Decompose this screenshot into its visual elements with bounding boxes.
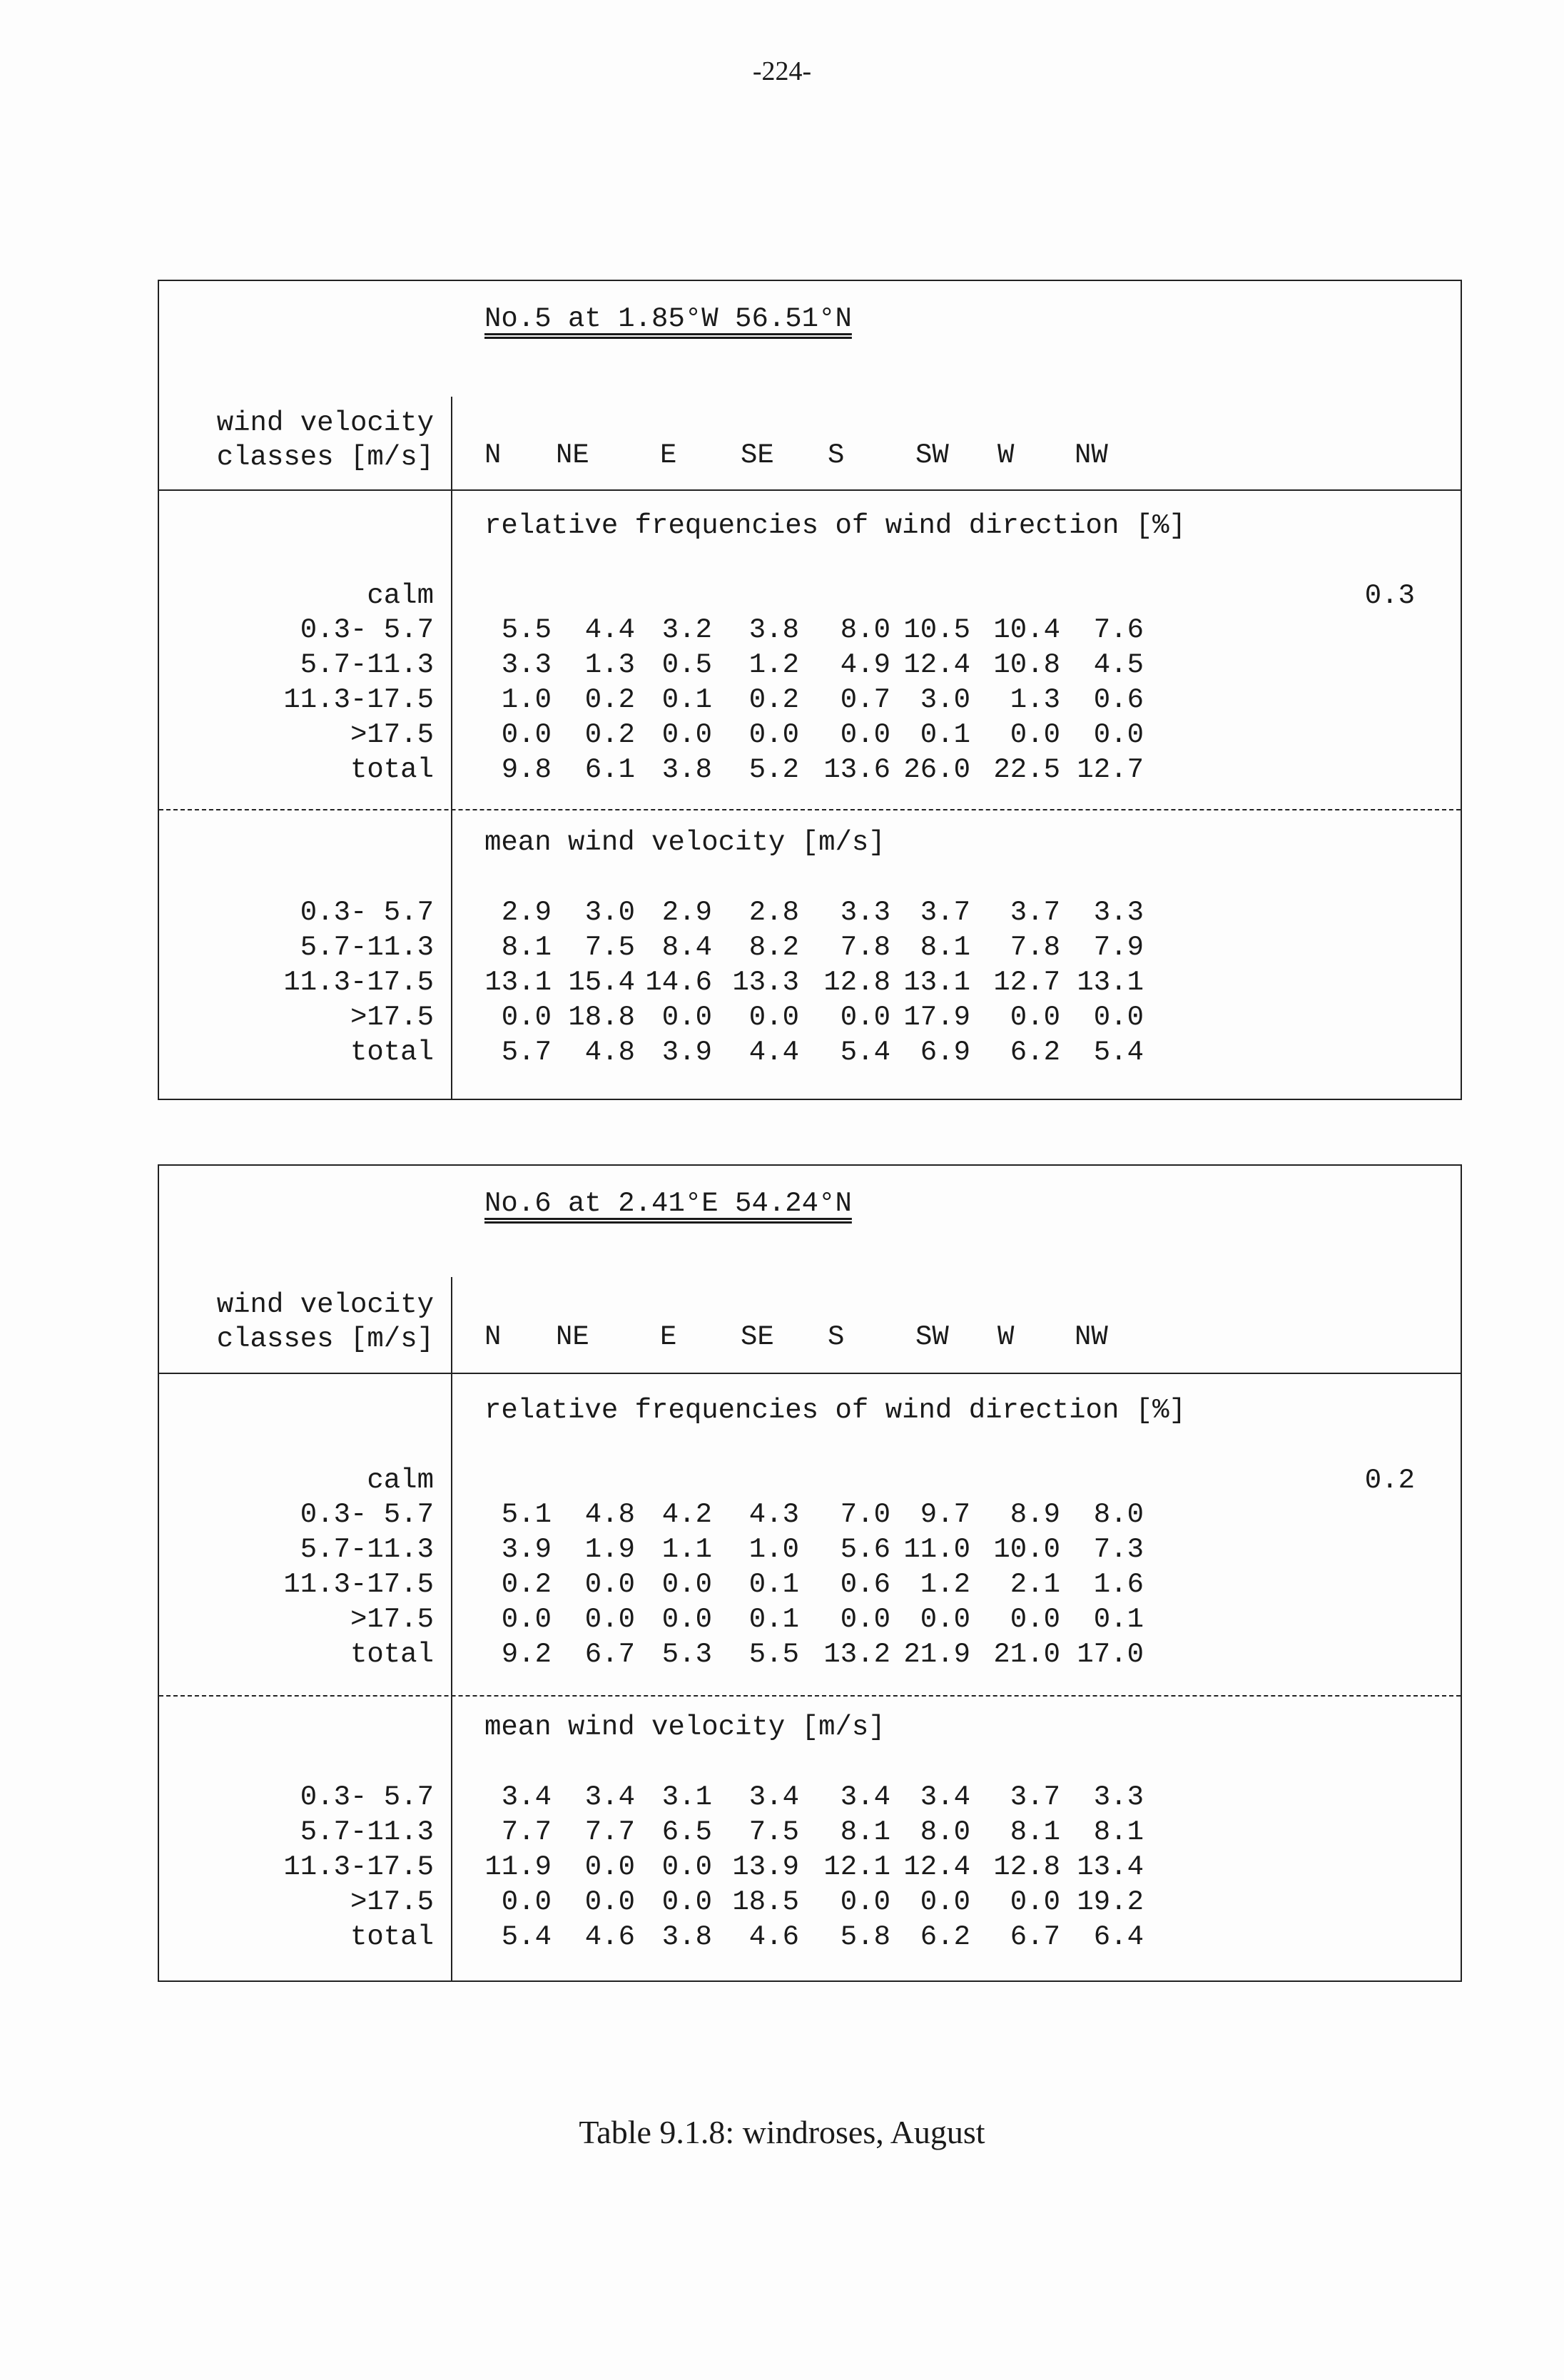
freq-row-label: 5.7-11.3 xyxy=(300,1534,434,1565)
mean-cell: 15.4 xyxy=(568,967,635,998)
freq-row-label: 11.3-17.5 xyxy=(283,684,434,716)
mean-cell: 7.7 xyxy=(501,1816,552,1848)
mean-cell: 3.4 xyxy=(840,1781,890,1813)
mean-cell: 3.9 xyxy=(661,1037,712,1068)
freq-row-label: >17.5 xyxy=(350,719,434,751)
mean-row-label: 0.3- 5.7 xyxy=(300,1781,434,1813)
mean-cell: 8.1 xyxy=(1010,1816,1060,1848)
freq-cell: 21.9 xyxy=(903,1639,970,1670)
mean-cell: 3.3 xyxy=(1093,897,1144,928)
mean-cell: 2.9 xyxy=(661,897,712,928)
mean-cell: 2.8 xyxy=(748,897,799,928)
mean-cell: 7.8 xyxy=(1010,932,1060,963)
mean-cell: 8.2 xyxy=(748,932,799,963)
mean-cell: 19.2 xyxy=(1077,1886,1144,1918)
freq-cell: 7.6 xyxy=(1093,614,1144,646)
freq-cell: 0.1 xyxy=(920,719,970,751)
freq-cell: 0.2 xyxy=(584,719,635,751)
mean-cell: 6.4 xyxy=(1093,1921,1144,1953)
mean-cell: 3.7 xyxy=(1010,897,1060,928)
freq-cell: 5.3 xyxy=(661,1639,712,1670)
class-header-line1: wind velocity xyxy=(216,1289,434,1321)
mean-cell: 6.7 xyxy=(1010,1921,1060,1953)
mean-cell: 3.7 xyxy=(920,897,970,928)
mean-row-label: total xyxy=(350,1921,434,1953)
mean-cell: 3.3 xyxy=(840,897,890,928)
mean-cell: 5.8 xyxy=(840,1921,890,1953)
freq-cell: 0.0 xyxy=(661,719,712,751)
freq-cell: 0.2 xyxy=(748,684,799,716)
freq-row-label: total xyxy=(350,754,434,785)
mean-cell: 8.1 xyxy=(840,1816,890,1848)
freq-cell: 9.7 xyxy=(920,1499,970,1530)
freq-cell: 0.2 xyxy=(584,684,635,716)
mean-cell: 7.5 xyxy=(584,932,635,963)
freq-cell: 17.0 xyxy=(1077,1639,1144,1670)
freq-cell: 13.6 xyxy=(823,754,890,785)
mean-cell: 3.0 xyxy=(584,897,635,928)
mean-cell: 3.4 xyxy=(584,1781,635,1813)
freq-cell: 0.7 xyxy=(840,684,890,716)
direction-header-sw: SW xyxy=(915,439,949,471)
table-caption: Table 9.1.8: windroses, August xyxy=(579,2114,985,2150)
freq-cell: 4.8 xyxy=(584,1499,635,1530)
freq-cell: 6.1 xyxy=(584,754,635,785)
freq-cell: 0.1 xyxy=(661,684,712,716)
mean-cell: 0.0 xyxy=(661,1851,712,1883)
direction-header-se: SE xyxy=(741,1321,774,1353)
mean-cell: 8.1 xyxy=(920,932,970,963)
freq-cell: 22.5 xyxy=(993,754,1060,785)
direction-header-n: N xyxy=(484,439,502,471)
mean-cell: 14.6 xyxy=(645,967,712,998)
freq-cell: 1.0 xyxy=(748,1534,799,1565)
direction-header-nw: NW xyxy=(1075,439,1108,471)
direction-header-e: E xyxy=(660,1321,677,1353)
freq-cell: 1.0 xyxy=(501,684,552,716)
freq-cell: 0.0 xyxy=(584,1569,635,1600)
mean-cell: 0.0 xyxy=(501,1002,552,1033)
mean-cell: 0.0 xyxy=(1010,1886,1060,1918)
mean-cell: 13.4 xyxy=(1077,1851,1144,1883)
freq-cell: 4.9 xyxy=(840,649,890,681)
mean-cell: 7.9 xyxy=(1093,932,1144,963)
freq-cell: 5.5 xyxy=(748,1639,799,1670)
class-header-line1: wind velocity xyxy=(216,407,434,439)
mean-cell: 6.2 xyxy=(920,1921,970,1953)
freq-row-label: 11.3-17.5 xyxy=(283,1569,434,1600)
station-table-no6 xyxy=(158,1164,1462,1982)
freq-cell: 1.2 xyxy=(748,649,799,681)
mean-cell: 18.8 xyxy=(568,1002,635,1033)
direction-header-w: W xyxy=(997,439,1015,471)
freq-row-label: 0.3- 5.7 xyxy=(300,1499,434,1530)
mean-cell: 6.5 xyxy=(661,1816,712,1848)
freq-cell: 10.8 xyxy=(993,649,1060,681)
mean-cell: 8.0 xyxy=(920,1816,970,1848)
freq-cell: 3.0 xyxy=(920,684,970,716)
mean-cell: 4.6 xyxy=(748,1921,799,1953)
mean-cell: 0.0 xyxy=(840,1886,890,1918)
mean-cell: 3.3 xyxy=(1093,1781,1144,1813)
freq-cell: 4.3 xyxy=(748,1499,799,1530)
freq-cell: 3.9 xyxy=(501,1534,552,1565)
mean-cell: 8.1 xyxy=(501,932,552,963)
freq-section-title: relative frequencies of wind direction [%] xyxy=(484,510,1186,541)
mean-cell: 3.4 xyxy=(501,1781,552,1813)
freq-cell: 0.0 xyxy=(584,1604,635,1635)
freq-cell: 1.1 xyxy=(661,1534,712,1565)
mean-cell: 7.7 xyxy=(584,1816,635,1848)
calm-label: calm xyxy=(367,1465,434,1496)
freq-row-label: total xyxy=(350,1639,434,1670)
mean-cell: 13.1 xyxy=(903,967,970,998)
mean-cell: 12.8 xyxy=(993,1851,1060,1883)
freq-cell: 11.0 xyxy=(903,1534,970,1565)
mean-cell: 12.1 xyxy=(823,1851,890,1883)
freq-cell: 7.3 xyxy=(1093,1534,1144,1565)
freq-cell: 4.2 xyxy=(661,1499,712,1530)
freq-cell: 1.6 xyxy=(1093,1569,1144,1600)
direction-header-ne: NE xyxy=(556,1321,589,1353)
mean-cell: 7.8 xyxy=(840,932,890,963)
freq-cell: 0.0 xyxy=(840,1604,890,1635)
freq-cell: 5.5 xyxy=(501,614,552,646)
direction-header-w: W xyxy=(997,1321,1015,1353)
freq-cell: 1.9 xyxy=(584,1534,635,1565)
freq-cell: 0.0 xyxy=(840,719,890,751)
mean-cell: 13.3 xyxy=(732,967,799,998)
direction-header-ne: NE xyxy=(556,439,589,471)
freq-cell: 3.2 xyxy=(661,614,712,646)
freq-cell: 12.7 xyxy=(1077,754,1144,785)
mean-cell: 17.9 xyxy=(903,1002,970,1033)
mean-row-label: 11.3-17.5 xyxy=(283,1851,434,1883)
mean-cell: 0.0 xyxy=(501,1886,552,1918)
direction-header-nw: NW xyxy=(1075,1321,1108,1353)
freq-cell: 0.1 xyxy=(1093,1604,1144,1635)
freq-cell: 5.6 xyxy=(840,1534,890,1565)
freq-cell: 0.0 xyxy=(920,1604,970,1635)
mean-cell: 12.4 xyxy=(903,1851,970,1883)
freq-cell: 9.2 xyxy=(501,1639,552,1670)
freq-cell: 1.3 xyxy=(584,649,635,681)
mean-cell: 4.4 xyxy=(748,1037,799,1068)
freq-cell: 3.8 xyxy=(661,754,712,785)
mean-cell: 2.9 xyxy=(501,897,552,928)
mean-cell: 4.8 xyxy=(584,1037,635,1068)
freq-cell: 21.0 xyxy=(993,1639,1060,1670)
freq-cell: 10.5 xyxy=(903,614,970,646)
mean-row-label: 0.3- 5.7 xyxy=(300,897,434,928)
direction-header-s: S xyxy=(828,1321,845,1353)
mean-cell: 3.4 xyxy=(748,1781,799,1813)
station-title: No.5 at 1.85°W 56.51°N xyxy=(484,303,852,335)
mean-cell: 0.0 xyxy=(840,1002,890,1033)
mean-row-label: >17.5 xyxy=(350,1886,434,1918)
class-header-line2: classes [m/s] xyxy=(216,1323,434,1355)
direction-header-se: SE xyxy=(741,439,774,471)
freq-cell: 13.2 xyxy=(823,1639,890,1670)
freq-cell: 0.1 xyxy=(748,1569,799,1600)
mean-row-label: >17.5 xyxy=(350,1002,434,1033)
mean-cell: 3.8 xyxy=(661,1921,712,1953)
freq-cell: 5.2 xyxy=(748,754,799,785)
mean-cell: 6.2 xyxy=(1010,1037,1060,1068)
mean-cell: 0.0 xyxy=(661,1886,712,1918)
class-header-line2: classes [m/s] xyxy=(216,442,434,473)
calm-label: calm xyxy=(367,580,434,611)
freq-cell: 1.3 xyxy=(1010,684,1060,716)
freq-cell: 10.0 xyxy=(993,1534,1060,1565)
mean-cell: 13.1 xyxy=(1077,967,1144,998)
mean-cell: 8.1 xyxy=(1093,1816,1144,1848)
mean-cell: 0.0 xyxy=(920,1886,970,1918)
freq-cell: 3.8 xyxy=(748,614,799,646)
freq-cell: 12.4 xyxy=(903,649,970,681)
calm-value: 0.2 xyxy=(1364,1465,1415,1496)
freq-cell: 0.0 xyxy=(501,719,552,751)
mean-cell: 0.0 xyxy=(1093,1002,1144,1033)
direction-header-s: S xyxy=(828,439,845,471)
freq-cell: 6.7 xyxy=(584,1639,635,1670)
mean-cell: 0.0 xyxy=(584,1886,635,1918)
mean-cell: 4.6 xyxy=(584,1921,635,1953)
freq-cell: 26.0 xyxy=(903,754,970,785)
mean-cell: 12.7 xyxy=(993,967,1060,998)
freq-cell: 0.0 xyxy=(661,1569,712,1600)
mean-row-label: 5.7-11.3 xyxy=(300,1816,434,1848)
freq-cell: 4.5 xyxy=(1093,649,1144,681)
mean-cell: 8.4 xyxy=(661,932,712,963)
freq-cell: 0.0 xyxy=(1010,719,1060,751)
freq-cell: 8.9 xyxy=(1010,1499,1060,1530)
mean-cell: 7.5 xyxy=(748,1816,799,1848)
freq-cell: 0.0 xyxy=(501,1604,552,1635)
freq-cell: 0.5 xyxy=(661,649,712,681)
mean-cell: 0.0 xyxy=(584,1851,635,1883)
freq-section-title: relative frequencies of wind direction [%] xyxy=(484,1395,1186,1426)
mean-cell: 5.7 xyxy=(501,1037,552,1068)
mean-section-title: mean wind velocity [m/s] xyxy=(484,1712,885,1743)
mean-row-label: 5.7-11.3 xyxy=(300,932,434,963)
freq-cell: 3.3 xyxy=(501,649,552,681)
mean-cell: 6.9 xyxy=(920,1037,970,1068)
station-table-no5 xyxy=(158,280,1462,1100)
mean-row-label: 11.3-17.5 xyxy=(283,967,434,998)
direction-header-n: N xyxy=(484,1321,502,1353)
freq-cell: 0.0 xyxy=(748,719,799,751)
mean-section-title: mean wind velocity [m/s] xyxy=(484,827,885,858)
freq-cell: 2.1 xyxy=(1010,1569,1060,1600)
freq-cell: 0.0 xyxy=(1010,1604,1060,1635)
station-title: No.6 at 2.41°E 54.24°N xyxy=(484,1188,852,1219)
mean-cell: 13.1 xyxy=(484,967,552,998)
page-number: -224- xyxy=(752,56,812,86)
calm-value: 0.3 xyxy=(1364,580,1415,611)
mean-cell: 5.4 xyxy=(501,1921,552,1953)
mean-cell: 11.9 xyxy=(484,1851,552,1883)
freq-row-label: 0.3- 5.7 xyxy=(300,614,434,646)
freq-row-label: 5.7-11.3 xyxy=(300,649,434,681)
mean-cell: 5.4 xyxy=(1093,1037,1144,1068)
mean-cell: 3.7 xyxy=(1010,1781,1060,1813)
freq-cell: 8.0 xyxy=(840,614,890,646)
freq-cell: 9.8 xyxy=(501,754,552,785)
mean-cell: 13.9 xyxy=(732,1851,799,1883)
mean-cell: 3.4 xyxy=(920,1781,970,1813)
freq-cell: 8.0 xyxy=(1093,1499,1144,1530)
mean-cell: 0.0 xyxy=(748,1002,799,1033)
freq-cell: 0.6 xyxy=(1093,684,1144,716)
mean-cell: 5.4 xyxy=(840,1037,890,1068)
freq-cell: 0.1 xyxy=(748,1604,799,1635)
freq-cell: 4.4 xyxy=(584,614,635,646)
freq-cell: 1.2 xyxy=(920,1569,970,1600)
mean-cell: 0.0 xyxy=(661,1002,712,1033)
freq-cell: 7.0 xyxy=(840,1499,890,1530)
direction-header-sw: SW xyxy=(915,1321,949,1353)
mean-cell: 0.0 xyxy=(1010,1002,1060,1033)
freq-cell: 5.1 xyxy=(501,1499,552,1530)
freq-cell: 10.4 xyxy=(993,614,1060,646)
freq-cell: 0.0 xyxy=(661,1604,712,1635)
freq-cell: 0.6 xyxy=(840,1569,890,1600)
direction-header-e: E xyxy=(660,439,677,471)
freq-cell: 0.2 xyxy=(501,1569,552,1600)
freq-row-label: >17.5 xyxy=(350,1604,434,1635)
mean-cell: 12.8 xyxy=(823,967,890,998)
freq-cell: 0.0 xyxy=(1093,719,1144,751)
mean-row-label: total xyxy=(350,1037,434,1068)
mean-cell: 3.1 xyxy=(661,1781,712,1813)
mean-cell: 18.5 xyxy=(732,1886,799,1918)
